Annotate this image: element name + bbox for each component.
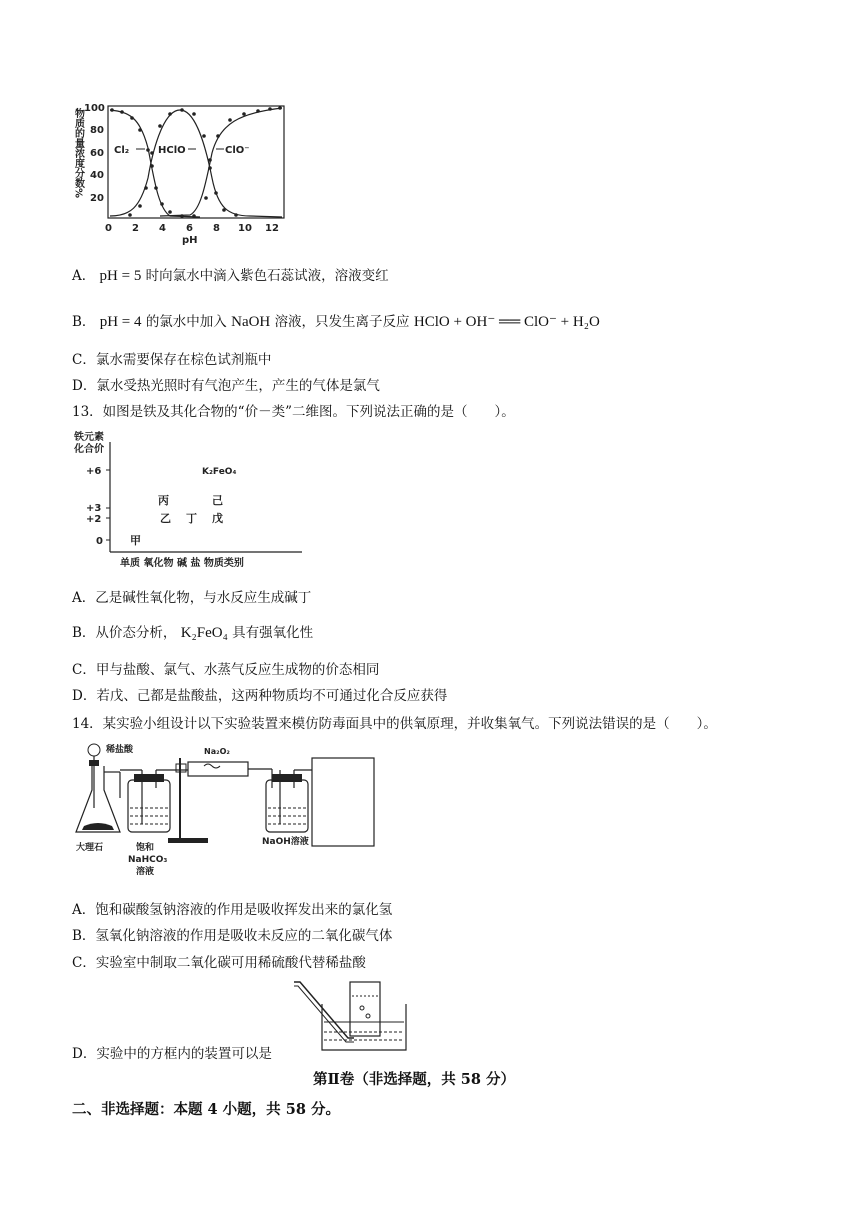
svg-text:6: 6 <box>186 223 193 234</box>
q13-x-axis: 单质 氧化物 碱 盐 物质类别 <box>120 558 244 569</box>
label-dilute-hcl: 稀盐酸 <box>106 745 134 755</box>
svg-text:HClO: HClO <box>158 145 186 156</box>
q13-option-a: A．乙是碱性氧化物，与水反应生成碱丁 <box>72 590 312 606</box>
svg-text:+6: +6 <box>86 466 102 477</box>
svg-text:+3: +3 <box>86 503 102 514</box>
q13-ylabel-2: 化合价 <box>74 444 104 455</box>
q12-option-d: D．氯水受热光照时有气泡产生，产生的气体是氯气 <box>72 378 380 394</box>
q14-option-d: D．实验中的方框内的装置可以是 <box>72 1046 272 1062</box>
svg-text:2: 2 <box>132 223 139 234</box>
q12-series-labels <box>114 145 250 156</box>
q14-stem: 14．某实验小组设计以下实验装置来模仿防毒面具中的供氧原理，并收集氧气。下列说法错误的是（ ）。 <box>72 716 717 732</box>
q13-stem: 13．如图是铁及其化合物的“价－类”二维图。下列说法正确的是（ ）。 <box>72 404 515 420</box>
svg-text:ClO⁻: ClO⁻ <box>225 145 250 156</box>
q14-option-c: C．实验室中制取二氧化碳可用稀硫酸代替稀盐酸 <box>72 955 366 971</box>
q14-option-d-figure <box>292 978 412 1058</box>
section-heading: 二、非选择题：本题 4 小题，共 58 分。 <box>72 1101 340 1118</box>
label-nahco3-1: 饱和 <box>136 843 155 853</box>
svg-text:乙: 乙 <box>160 512 171 525</box>
svg-text:0: 0 <box>105 223 112 234</box>
part2-title: 第Ⅱ卷（非选择题，共 58 分） <box>313 1071 515 1088</box>
svg-text:+2: +2 <box>86 514 102 525</box>
q12-option-c: C．氯水需要保存在棕色试剂瓶中 <box>72 352 272 368</box>
q12-option-a: A． pH = 5 时向氯水中滴入紫色石蕊试液，溶液变红 <box>72 268 389 284</box>
q13-figure <box>72 428 312 578</box>
svg-text:丙: 丙 <box>158 494 169 507</box>
svg-text:己: 己 <box>212 494 223 507</box>
svg-text:20: 20 <box>90 193 104 204</box>
svg-text:K₂FeO₄: K₂FeO₄ <box>202 467 237 477</box>
q12-y-ticks <box>84 103 105 204</box>
svg-text:8: 8 <box>213 223 220 234</box>
label-naoh: NaOH溶液 <box>262 837 309 847</box>
q14-apparatus <box>72 738 382 890</box>
q13-points <box>130 467 236 547</box>
svg-text:12: 12 <box>265 223 279 234</box>
svg-text:甲: 甲 <box>130 534 141 547</box>
q13-option-d: D．若戊、己都是盐酸盐，这两种物质均不可通过化合反应获得 <box>72 688 448 704</box>
label-na2o2: Na₂O₂ <box>204 747 230 756</box>
q13-option-b: B．从价态分析， K₂FeO₄ 具有强氧化性 <box>72 625 314 641</box>
svg-text:丁: 丁 <box>186 512 197 525</box>
label-nahco3-2: NaHCO₃ <box>128 855 168 865</box>
svg-text:10: 10 <box>238 223 252 234</box>
q12-x-ticks <box>105 223 279 234</box>
svg-text:60: 60 <box>90 148 104 159</box>
q12-ylabel: 物质的量浓度分数% <box>72 108 84 199</box>
svg-text:4: 4 <box>159 223 166 234</box>
svg-text:80: 80 <box>90 125 104 136</box>
svg-text:Cl₂: Cl₂ <box>114 145 130 156</box>
svg-text:100: 100 <box>84 103 105 114</box>
q13-option-c: C．甲与盐酸、氯气、水蒸气反应生成物的价态相同 <box>72 662 380 678</box>
q14-option-b: B．氢氧化钠溶液的作用是吸收未反应的二氧化碳气体 <box>72 928 393 944</box>
label-marble: 大理石 <box>76 843 104 853</box>
q12-option-b: B． pH = 4 的氯水中加入 NaOH 溶液，只发生离子反应 HClO + OH⁻ ══ ClO⁻ + H₂O <box>72 314 600 330</box>
svg-text:40: 40 <box>90 170 104 181</box>
svg-text:0: 0 <box>96 536 103 547</box>
q12-chart <box>70 98 290 248</box>
q13-ylabel-1: 铁元素 <box>74 432 104 443</box>
label-nahco3-3: 溶液 <box>136 867 155 877</box>
q14-option-a: A．饱和碳酸氢钠溶液的作用是吸收挥发出来的氯化氢 <box>72 902 393 918</box>
q12-xlabel: pH <box>182 235 198 246</box>
svg-text:戊: 戊 <box>212 512 223 525</box>
